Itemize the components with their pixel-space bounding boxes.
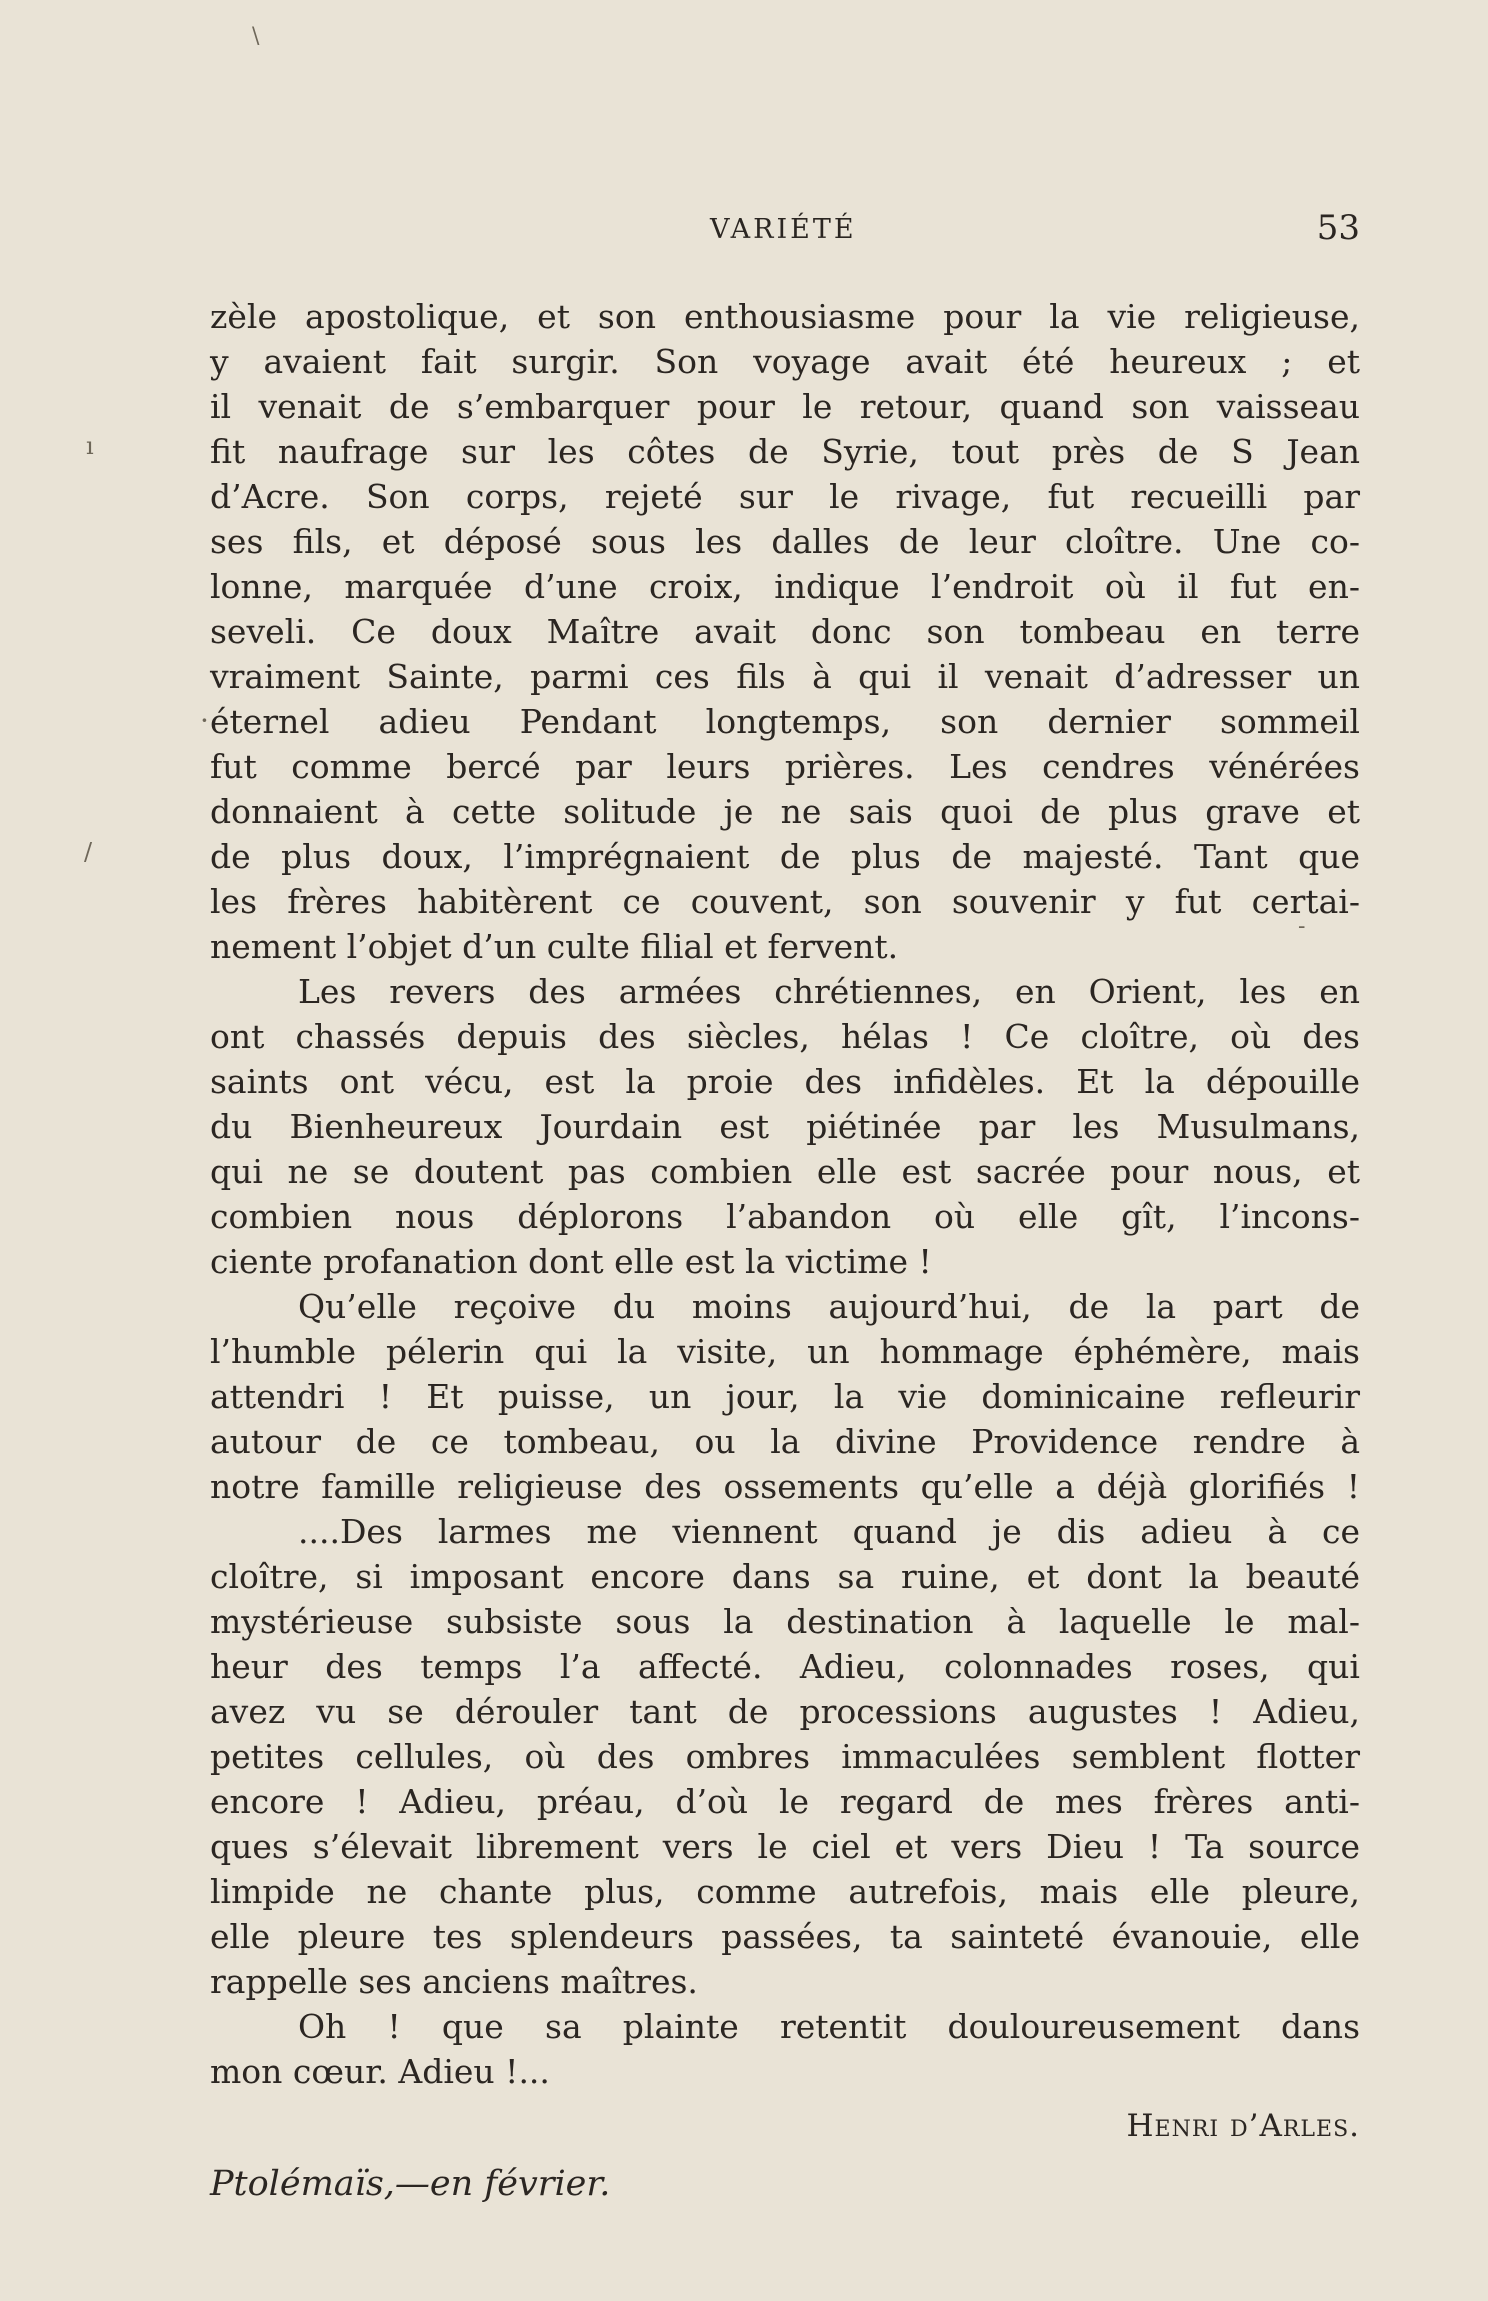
text-line: petites cellules, où des ombres immaculées semblent flotter [210, 1737, 1360, 1776]
text-line: ciente profanation dont elle est la victime ! [210, 1242, 932, 1281]
text-line: nement l’objet d’un culte filial et fervent. [210, 927, 899, 966]
text-line: zèle apostolique, et son enthousiasme pour la vie religieuse, [210, 297, 1360, 336]
paper-mark: / [84, 838, 93, 866]
author-signature: Henri d’Arles. [1126, 2108, 1360, 2144]
page-number: 53 [1316, 208, 1360, 248]
text-line: rappelle ses anciens maîtres. [210, 1962, 698, 2001]
running-head [210, 208, 1360, 252]
text-line: qui ne se doutent pas combien elle est sacrée pour nous, et [210, 1152, 1360, 1191]
dateline: Ptolémaïs,—en février. [210, 2164, 611, 2204]
text-line: mon cœur. Adieu !... [210, 2052, 550, 2091]
text-line: fut comme bercé par leurs prières. Les cendres vénérées [210, 747, 1360, 786]
text-line: donnaient à cette solitude je ne sais quoi de plus grave et [210, 792, 1360, 831]
text-line: les frères habitèrent ce couvent, son souvenir y fut certai- [210, 882, 1360, 921]
paper-mark: \ [252, 24, 260, 49]
text-line: vraiment Sainte, parmi ces fils à qui il venait d’adresser un [210, 657, 1360, 696]
body-text [210, 294, 1360, 2094]
text-line: fit naufrage sur les côtes de Syrie, tout près de S Jean [210, 432, 1360, 471]
text-line: Oh ! que sa plainte retentit douloureusement dans [298, 2007, 1360, 2046]
running-title: VARIÉTÉ [710, 214, 857, 245]
text-line: elle pleure tes splendeurs passées, ta sainteté évanouie, elle [210, 1917, 1360, 1956]
text-line: Les revers des armées chrétiennes, en Orient, les en [298, 972, 1360, 1011]
text-line: éternel adieu Pendant longtemps, son dernier sommeil [210, 702, 1360, 741]
text-line: heur des temps l’a affecté. Adieu, colonnades roses, qui [210, 1647, 1360, 1686]
text-line: mystérieuse subsiste sous la destination à laquelle le mal- [210, 1602, 1360, 1641]
paper-mark: - [1298, 914, 1306, 939]
text-line: d’Acre. Son corps, rejeté sur le rivage, fut recueilli par [210, 477, 1360, 516]
text-line: autour de ce tombeau, ou la divine Providence rendre à [210, 1422, 1360, 1461]
text-line: Qu’elle reçoive du moins aujourd’hui, de la part de [298, 1287, 1360, 1326]
text-line: ques s’élevait librement vers le ciel et vers Dieu ! Ta source [210, 1827, 1360, 1866]
text-line: encore ! Adieu, préau, d’où le regard de mes frères anti- [210, 1782, 1360, 1821]
text-line: du Bienheureux Jourdain est piétinée par les Musulmans, [210, 1107, 1360, 1146]
text-line: ont chassés depuis des siècles, hélas ! Ce cloître, où des [210, 1017, 1360, 1056]
text-line: ses fils, et déposé sous les dalles de leur cloître. Une co- [210, 522, 1360, 561]
text-line: l’humble pélerin qui la visite, un hommage éphémère, mais [210, 1332, 1360, 1371]
text-line: il venait de s’embarquer pour le retour, quand son vaisseau [210, 387, 1360, 426]
text-line: saints ont vécu, est la proie des infidèles. Et la dépouille [210, 1062, 1360, 1101]
paper-mark: · [200, 704, 209, 737]
text-line: lonne, marquée d’une croix, indique l’endroit où il fut en- [210, 567, 1360, 606]
text-line: combien nous déplorons l’abandon où elle gît, l’incons- [210, 1197, 1360, 1236]
text-line: ....Des larmes me viennent quand je dis adieu à ce [298, 1512, 1360, 1551]
text-line: de plus doux, l’imprégnaient de plus de majesté. Tant que [210, 837, 1360, 876]
text-line: notre famille religieuse des ossements qu’elle a déjà glorifiés ! [210, 1467, 1360, 1506]
text-line: y avaient fait surgir. Son voyage avait été heureux ; et [210, 342, 1360, 381]
text-line: attendri ! Et puisse, un jour, la vie dominicaine refleurir [210, 1377, 1360, 1416]
text-line: seveli. Ce doux Maître avait donc son tombeau en terre [210, 612, 1360, 651]
text-line: avez vu se dérouler tant de processions augustes ! Adieu, [210, 1692, 1360, 1731]
text-line: limpide ne chante plus, comme autrefois, mais elle pleure, [210, 1872, 1360, 1911]
paper-mark: ı [86, 432, 94, 460]
text-line: cloître, si imposant encore dans sa ruine, et dont la beauté [210, 1557, 1360, 1596]
